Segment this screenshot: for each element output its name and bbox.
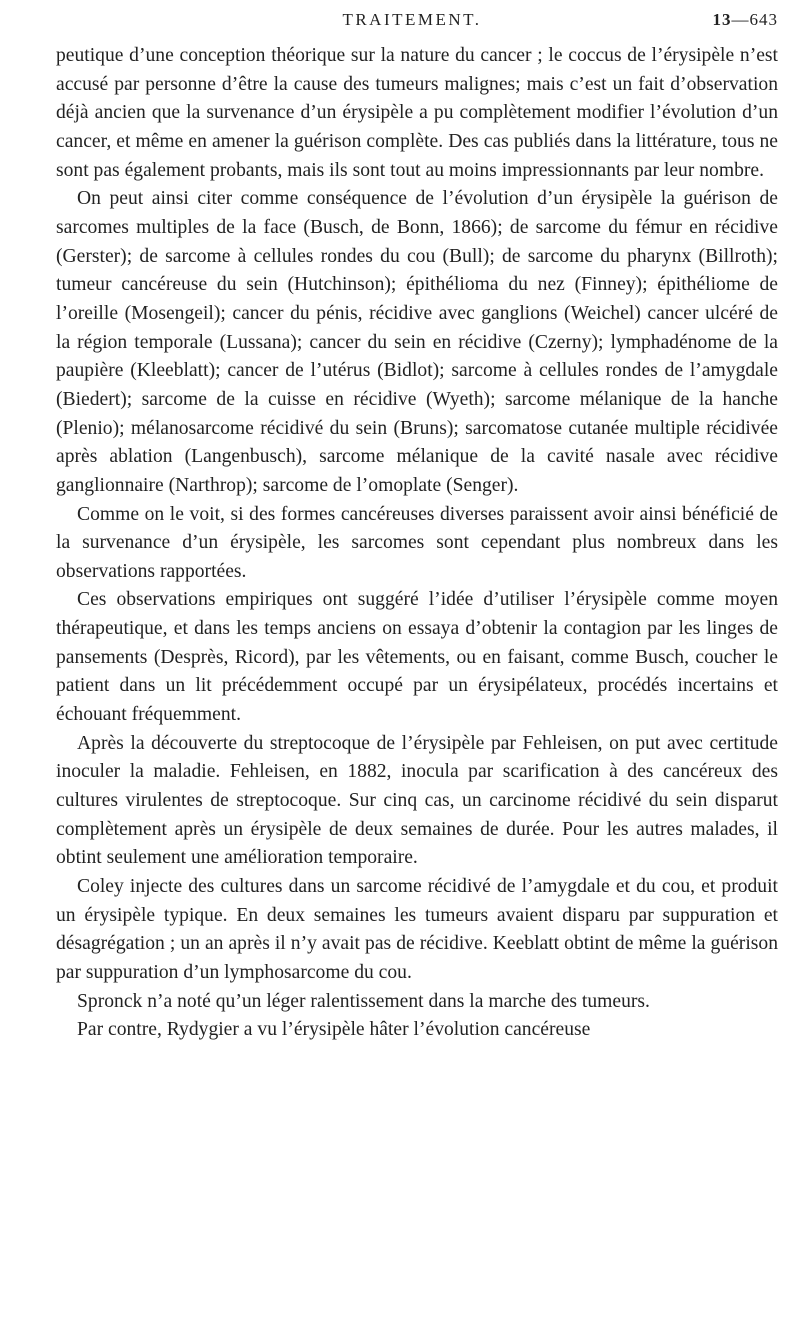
signature-mark: 13 — [712, 10, 732, 29]
body-text — [56, 42, 778, 1045]
page-number — [713, 10, 779, 30]
paragraph-1: peutique d’une conception théorique sur la nature du cancer ; le coccus de l’érysipèle n’est accusé par personne d’être la cause des tumeurs malignes; mais c’est un fait d’observation déjà ancien que la survenance d’un érysipèle a pu complètement modifier l’évolution d’un cancer, et même en amener la guérison complète. Des cas publiés dans la littérature, tous ne sont pas également probants, mais ils sont tout au moins impressionnants par leur nombre. — [56, 45, 778, 181]
paragraph-6: Coley injecte des cultures dans un sarcome récidivé de l’amygdale et du cou, et produit un érysipèle typique. En deux semaines les tumeurs avaient disparu par suppuration et désagrégation ; un an après il n’y avait pas de récidive. Keeblatt obtint de même la guérison par suppuration d’un lymphosarcome du cou. — [56, 876, 778, 983]
paragraph-7: Spronck n’a noté qu’un léger ralentissement dans la marche des tumeurs. — [77, 990, 650, 1012]
paragraph-2: On peut ainsi citer comme conséquence de l’évolution d’un érysipèle la guérison de sarcomes multiples de la face (Busch, de Bonn, 1866); de sarcome du fémur en récidive (Gerster); de sarcome à cellules rondes du cou (Bull); de sarcome du pharynx (Billroth); tumeur cancéreuse du sein (Hutchinson); épithélioma du nez (Finney); épithéliome de l’oreille (Mosengeil); cancer du pénis, récidive avec ganglions (Weichel) cancer ulcéré de la région temporale (Lussana); cancer du sein en récidive (Czerny); lymphadénome de la paupière (Kleeblatt); cancer de l’utérus (Bidlot); sarcome à cellules rondes de l’amygdale (Biedert); sarcome de la cuisse en récidive (Wyeth); sarcome mélanique de la hanche (Plenio); mélanosarcome récidivé du sein (Bruns); sarcomatose cutanée multiple récidivée après ablation (Langenbusch), sarcome mélanique de la cavité nasale avec récidive ganglionnaire (Narthrop); sarcome de l’omoplate (Senger). — [56, 188, 778, 496]
paragraph-5: Après la découverte du streptocoque de l’érysipèle par Fehleisen, on put avec certitude inoculer la maladie. Fehleisen, en 1882, inocula par scarification à des cancéreux des cultures virulentes de streptocoque. Sur cinq cas, un carcinome récidivé du sein disparut complètement après un érysipèle de deux semaines de durée. Pour les autres malades, il obtint seulement une amélioration temporaire. — [56, 732, 778, 869]
paragraph-8: Par contre, Rydygier a vu l’érysipèle hâter l’évolution cancéreuse — [77, 1019, 591, 1041]
paragraph-4: Ces observations empiriques ont suggéré l’idée d’utiliser l’érysipèle comme moyen thérapeutique, et dans les temps anciens on essaya d’obtenir la contagion par les linges de pansements (Desprès, Ricord), par les vêtements, ou en faisant, comme Busch, coucher le patient dans un lit précédemment occupé par un érysipélateux, procédés incertains et échouant fréquemment. — [56, 589, 778, 726]
page-number-value: —643 — [731, 10, 778, 29]
running-head — [0, 10, 800, 34]
paragraph-3: Comme on le voit, si des formes cancéreuses diverses paraissent avoir ainsi bénéficié de la survenance d’un érysipèle, les sarcomes sont cependant plus nombreux dans les observations rapportées. — [56, 503, 778, 582]
running-title: TRAITEMENT. — [342, 10, 482, 29]
